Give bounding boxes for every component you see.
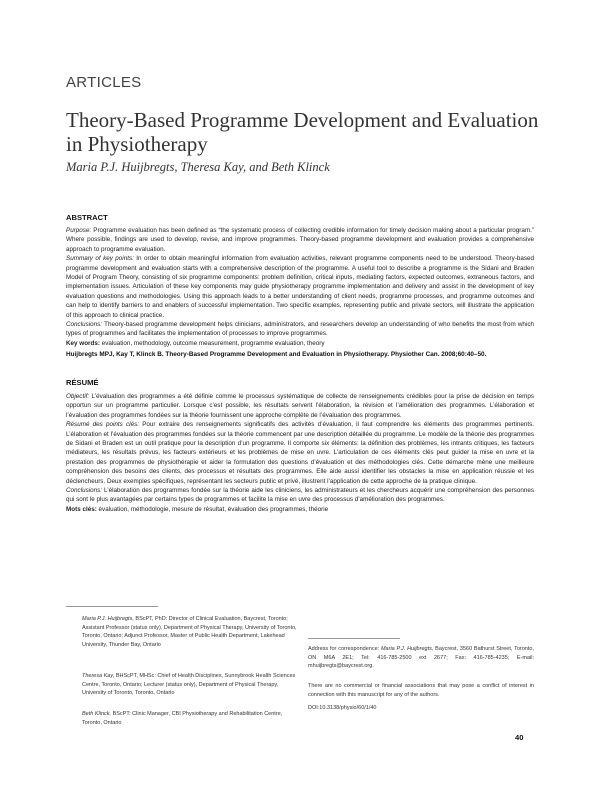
footnote-divider-right	[308, 638, 400, 639]
conflict-statement: There are no commercial or financial associations that may pose a conflict of interest in connection with this manuscript for any of the authors.	[308, 683, 534, 698]
citation-line: Huijbregts MPJ, Kay T, Klinck B. Theory-Based Programme Development and Evaluation in Physiotherapy. Physiother Can. 2008;60:40–50.	[66, 351, 487, 358]
footnote-author-3: Beth Klinck, BScPT: Clinic Manager, CBI Physiotherapy and Rehabilitation Centre, Toronto, Ontario	[82, 711, 283, 726]
abstract-conclusions: Conclusions: Theory-based programme development helps clinicians, administrators, and researchers develop an understanding of who benefits the most from which types of programmes and facilitates the implementation of processes to improve programmes.	[66, 321, 534, 338]
footnote-divider-left	[66, 606, 158, 607]
correspondence-address: Address for correspondence: Maria P.J. Huijbregts, Baycrest, 3560 Bathurst Street, Toronto, ON M6A 2E1; Tel: 416-785-2500 ext 2677; Fax: 416-785-4235; E-mail: mhuijbregts@baycrest.org.	[308, 646, 534, 670]
doi: DOI:10.3138/physio/60/1/40	[308, 705, 377, 711]
abstract-summary: Summary of key points: In order to obtain meaningful information from evaluation activities, relevant programme components need to be understood. Theory-based programme development and evaluation starts with a comprehensive description of the programme. A useful tool to describe a programme is the Sidani and Braden Model of Program Theory, consisting of six programme components: problem definition, critical inputs, mediating factors, expected outcomes, extraneous factors, and implementation issues. Articulation of these key components may guide physiotherapy programme implementation and delivery and assist in the development of key evaluation questions and methodologies. Using this approach leads to a better understanding of client needs, programme processes, and programme outcomes and can help to identify barriers to and enablers of successful implementation. Two specific examples, representing public and private sectors, will illustrate the application of this approach to clinical practice.	[66, 255, 534, 319]
abstract-heading: ABSTRACT	[66, 213, 108, 222]
page-number: 40	[515, 733, 524, 742]
article-title: Theory-Based Programme Development and Evaluation in Physiotherapy	[66, 108, 539, 156]
resume-body	[66, 392, 534, 514]
abstract-purpose: Purpose: Programme evaluation has been defined as “the systematic process of collecting credible information for timely decision making about a particular program.” Where possible, findings are used to develop, revise, and improve programmes. Theory-based programme development and evaluation provides a comprehensive approach to programme evaluation.	[66, 227, 534, 253]
abstract-keywords: Key words: evaluation, methodology, outcome measurement, programme evaluation, theory	[66, 339, 325, 347]
section-label: ARTICLES	[66, 74, 142, 91]
article-authors: Maria P.J. Huijbregts, Theresa Kay, and Beth Klinck	[66, 160, 330, 174]
footnote-author-1: Maria P.J. Huijbregts, BScPT, PhD: Director of Clinical Evaluation, Baycrest, Toronto; Assistant Professor (status only), Department of Physical Therapy, University of Toronto, Toronto, Ontario; Adjunct Professor, Master of Public Health Department, Lakehead University, Thunder Bay, Ontario	[82, 616, 297, 648]
resume-conclusions: Conclusions: L’élaboration des programmes fondée sur la théorie aide les cliniciens, les administrateurs et les chercheurs acquérir une compréhension des personnes qui sont le plus avantagées par certains types de programmes et facilite la mise en uvre des processus d’amélioration des programmes.	[66, 487, 534, 504]
abstract-body	[66, 226, 534, 348]
resume-heading: RÉSUMÉ	[66, 378, 99, 387]
resume-points: Résumé des points clés: Pour extraire des renseignements significatifs des activités d’évaluation, il faut comprendre les éléments des programmes pertinents. L’élaboration et l’évaluation des programmes fondées sur la théorie commencent par une description détaillée du programme. Le modèle de la théorie des programmes de Sidani et Braden est un outil pratique pour la description d’un programme. Il comporte six éléments: la définition des problèmes, les intrants critiques, les facteurs médiateurs, les résultats prévus, les facteurs extérieurs et les problèmes de mise en uvre. L’articulation de ces éléments clés peut guider la mise en uvre et la prestation des programmes de physiothérapie et aider la formulation des questions d’évaluation et des méthodologies clés. Cette démarche mène une meilleure compréhension des besoins des clients, des processus et résultats des programmes. Elle aide aussi identifier les obstacles la mise en application réussie et les déclencheurs. Deux exemples spécifiques, représentant les secteurs public et privé, illustrent l’application de cette approche de la pratique clinique.	[66, 421, 534, 485]
resume-objectif: Objectif: L’évaluation des programmes a été définie comme le processus systématique de collecte de renseignements crédibles pour la prise de décision en temps opportun sur un programme particulier. Lorsque c’est possible, les résultats servent l’élaboration, la révision et l’amélioration des programmes. L’élaboration et l’évaluation des programmes fondées sur la théorie fournissent une approche complète de l’évaluation des programmes.	[66, 393, 534, 419]
footnote-author-2: Theresa Kay, BHScPT, MHSc: Chief of Health Disciplines, Sunnybrook Health Sciences Centre, Toronto, Ontario; Lecturer (status only), Department of Physical Therapy, University of Toronto, Toronto, Ontario	[82, 673, 296, 697]
resume-motscles: Mots clés: évaluation, méthodologie, mesure de résultat, évaluation des programmes, théorie	[66, 505, 329, 513]
